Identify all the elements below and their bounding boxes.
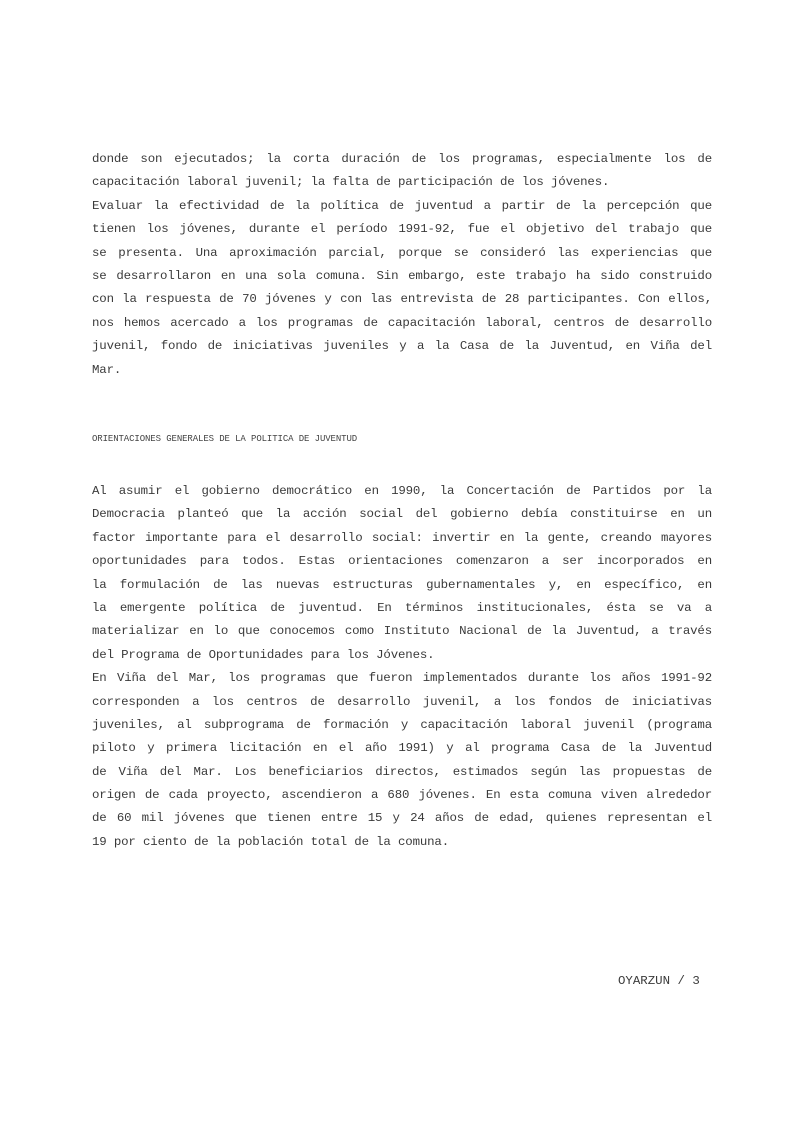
text-line: la formulación de las nuevas estructuras gubernamentales y, en específico, en bbox=[92, 577, 712, 592]
intro-paragraph bbox=[92, 148, 712, 382]
text-line: oportunidades para todos. Estas orientaciones comenzaron a ser incorporados en bbox=[92, 554, 712, 569]
text-line: Al asumir el gobierno democrático en 1990, la Concertación de Partidos por la bbox=[92, 484, 712, 498]
text-line: se desarrollaron en una sola comuna. Sin embargo, este trabajo ha sido construido bbox=[92, 268, 712, 283]
text-line: Evaluar la efectividad de la política de juventud a partir de la percepción que bbox=[92, 198, 712, 213]
text-line: materializar en lo que conocemos como Instituto Nacional de la Juventud, a través bbox=[92, 624, 712, 639]
text-line: juvenil, fondo de iniciativas juveniles y a la Casa de la Juventud, en Viña del bbox=[92, 339, 712, 354]
text-line: donde son ejecutados; la corta duración de los programas, especialmente los de bbox=[92, 152, 712, 166]
section-heading: ORIENTACIONES GENERALES DE LA POLITICA DE JUVENTUD bbox=[92, 434, 358, 444]
text-line: Mar. bbox=[92, 362, 122, 377]
text-line: capacitación laboral juvenil; la falta de participación de los jóvenes. bbox=[92, 175, 610, 190]
text-line: tienen los jóvenes, durante el período 1991-92, fue el objetivo del trabajo que bbox=[92, 222, 712, 237]
text-line: piloto y primera licitación en el año 1991) y al programa Casa de la Juventud bbox=[92, 741, 712, 756]
text-line: factor importante para el desarrollo social: invertir en la gente, creando mayores bbox=[92, 530, 712, 545]
text-line: de Viña del Mar. Los beneficiarios directos, estimados según las propuestas de bbox=[92, 764, 712, 779]
text-line: origen de cada proyecto, ascendieron a 680 jóvenes. En esta comuna viven alrededor bbox=[92, 788, 712, 803]
text-line: se presenta. Una aproximación parcial, porque se consideró las experiencias que bbox=[92, 245, 712, 260]
text-line: la emergente política de juventud. En términos institucionales, ésta se va a bbox=[92, 600, 712, 615]
text-line: juveniles, al subprograma de formación y capacitación laboral juvenil (programa bbox=[92, 717, 712, 732]
text-line: de 60 mil jóvenes que tienen entre 15 y 24 años de edad, quienes representan el bbox=[92, 811, 712, 826]
page-footer: OYARZUN / 3 bbox=[618, 974, 700, 988]
text-line: En Viña del Mar, los programas que fueron implementados durante los años 1991-92 bbox=[92, 671, 712, 686]
text-line: Democracia planteó que la acción social del gobierno debía constituirse en un bbox=[92, 507, 712, 522]
body-paragraph bbox=[92, 480, 712, 854]
text-line: del Programa de Oportunidades para los Jóvenes. bbox=[92, 647, 435, 662]
text-line: corresponden a los centros de desarrollo juvenil, a los fondos de iniciativas bbox=[92, 694, 712, 709]
text-line: 19 por ciento de la población total de la comuna. bbox=[92, 834, 449, 849]
text-line: con la respuesta de 70 jóvenes y con las entrevista de 28 participantes. Con ellos, bbox=[92, 292, 712, 307]
text-line: nos hemos acercado a los programas de capacitación laboral, centros de desarrollo bbox=[92, 315, 712, 330]
